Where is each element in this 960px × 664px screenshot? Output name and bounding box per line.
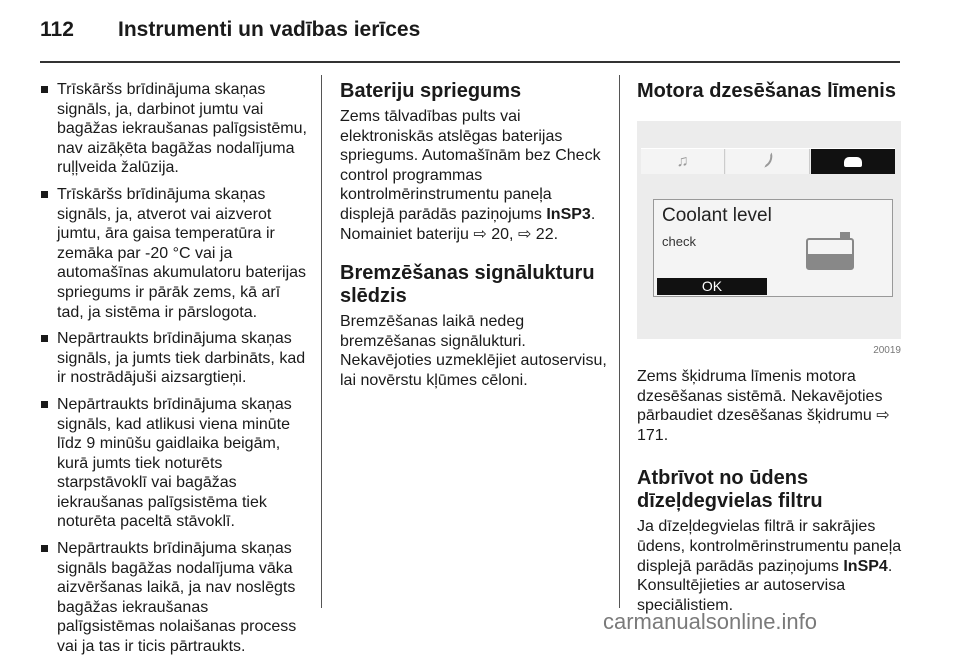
message-code-insp3: InSP3 (546, 205, 591, 223)
dialog-title: Coolant level (662, 205, 772, 226)
list-item: Nepārtraukts brīdinājuma skaņas signāls, kad atlikusi viena minūte līdz 9 minūšu gaidlaika beigām, kurā jumts tiek noturēts starpstāvoklī vai bagāžas iekraušanas palīgsistēma tiek noturēta paceltā stāvoklī. (40, 395, 310, 532)
dialog-subtitle: check (662, 234, 696, 249)
figure-code: 20019 (873, 345, 901, 357)
watermark: carmanualsonline.info (603, 609, 818, 634)
column-1 (40, 80, 310, 664)
battery-replace-paragraph: Nomainiet bateriju ⇨ 20, ⇨ 22. (340, 225, 559, 243)
header-rule (40, 61, 900, 63)
phone-icon (760, 152, 775, 167)
warning-list (40, 80, 310, 657)
list-item: Nepārtraukts brīdinājuma skaņas signāls bagāžas nodalījuma vāka aizvēršanas laikā, ja nav noslēgts bagāžas iekraušanas palīgsistēmas nolaišanas process vai ja tas ir ticis pārtraukts. (40, 539, 310, 657)
list-item: Trīskāršs brīdinājuma skaņas signāls, ja, atverot vai aizverot jumtu, āra gaisa temperatūra ir zemāka par -20 °C vai ja automašīnas akumulatoru baterijas spriegums ir pārāk zems, kā arī tad, ja sistēma ir pārslogota. (40, 185, 310, 322)
display-figure (637, 121, 901, 357)
message-code-insp4: InSP4 (843, 557, 888, 575)
battery-text-end: . (590, 205, 596, 223)
heading-coolant-level: Motora dzesēšanas līmenis (637, 80, 896, 102)
display-tabs (641, 148, 895, 173)
music-note-icon: ♫ (676, 153, 689, 170)
page-header (0, 0, 960, 62)
battery-paragraph (340, 107, 608, 225)
coolant-reservoir-icon (806, 238, 854, 270)
diesel-text-end: . Konsultējieties ar autoservisa speciālistiem. (637, 557, 893, 614)
heading-brake-light-switch: Bremzēšanas signālukturu slēdzis (340, 262, 595, 308)
coolant-dialog (653, 199, 893, 297)
tab-audio (641, 149, 725, 174)
tab-phone (726, 149, 810, 174)
coolant-caption: Zems šķidruma līmenis motora dzesēšanas sistēmā. Nekavējoties pārbaudiet dzesēšanas šķidrumu ⇨ 171. (637, 368, 890, 444)
car-icon (844, 157, 862, 167)
heading-diesel-filter: Atbrīvot no ūdens dīzeļdegvielas filtru (637, 467, 823, 513)
ok-button: OK (657, 278, 767, 295)
page-title: Instrumenti un vadības ierīces (118, 18, 421, 41)
list-item: Nepārtraukts brīdinājuma skaņas signāls, ja jumts tiek darbināts, kad ir nostrādājuši aizsargtieņi. (40, 329, 310, 388)
diesel-text: Ja dīzeļdegvielas filtrā ir sakrājies ūdens, kontrolmērinstrumentu paneļa displejā parādās paziņojums (637, 518, 902, 575)
column-divider-1 (321, 75, 322, 608)
diesel-paragraph (637, 517, 907, 615)
heading-battery-voltage: Bateriju spriegums (340, 80, 522, 102)
brake-paragraph: Bremzēšanas laikā nedeg bremzēšanas signālukturi. Nekavējoties uzmeklējiet autoservisu, lai novērstu kļūmes cēloni. (340, 313, 607, 389)
list-item: Trīskāršs brīdinājuma skaņas signāls, ja, darbinot jumtu vai bagāžas iekraušanas palīgsistēmu, nav aizāķēta bagāžas nodalījuma ruļļveida žalūzija. (40, 80, 310, 178)
column-divider-2 (619, 75, 620, 608)
battery-text: Zems tālvadības pults vai elektroniskās atslēgas baterijas spriegums. Automašīnām bez Check control programmas kontrolmērinstrumentu paneļa displejā parādās paziņojums (340, 108, 601, 223)
column-2 (340, 80, 608, 391)
tab-vehicle (811, 149, 895, 174)
column-3 (637, 80, 907, 615)
page-number: 112 (40, 18, 74, 41)
